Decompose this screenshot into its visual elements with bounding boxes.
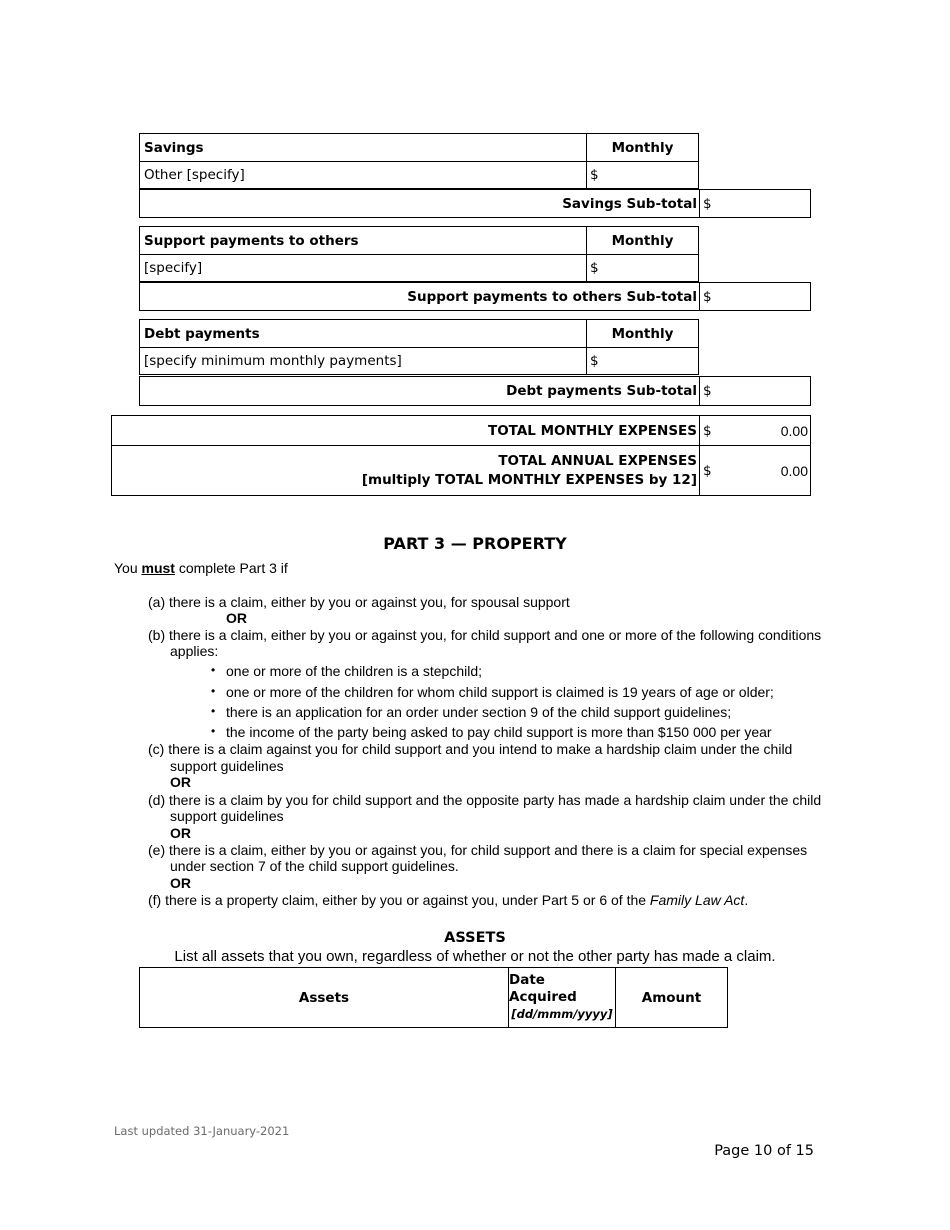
total-annual-value: 0.00 xyxy=(780,462,808,479)
part3-intro-post: complete Part 3 if xyxy=(174,560,288,576)
amount-column-header: Amount xyxy=(615,967,728,1028)
or-label-d: OR xyxy=(170,825,191,841)
debt-subtotal-field[interactable]: $ xyxy=(699,376,811,406)
condition-c-line2: support guidelines xyxy=(170,758,284,774)
support-monthly-header: Monthly xyxy=(586,226,699,255)
date-acquired-label: Date Acquired xyxy=(509,972,577,1005)
part3-intro xyxy=(114,560,288,576)
part3-title: PART 3 — PROPERTY xyxy=(383,534,567,553)
part3-intro-pre: You xyxy=(114,560,142,576)
savings-subtotal-label: Savings Sub-total xyxy=(139,189,700,218)
assets-title: ASSETS xyxy=(444,930,506,946)
date-format-hint: [dd/mmm/yyyy] xyxy=(511,1007,613,1021)
condition-f-pre: (f) there is a property claim, either by you or against you, under Part 5 or 6 of the xyxy=(148,892,650,908)
savings-other-label: Other [specify] xyxy=(139,161,587,189)
condition-b-line1: (b) there is a claim, either by you or against you, for child support and one or more of the following conditions xyxy=(148,627,822,643)
bullet-item: • there is an application for an order under section 9 of the child support guidelines; xyxy=(226,704,731,720)
or-label-c: OR xyxy=(170,774,191,790)
condition-b-line2: applies: xyxy=(170,643,219,659)
debt-monthly-header: Monthly xyxy=(586,319,699,348)
total-annual-dollar: $ xyxy=(703,462,712,479)
bullet-item: • one or more of the children is a stepchild; xyxy=(226,663,482,679)
date-acquired-column-header xyxy=(508,967,616,1028)
condition-c-line1: (c) there is a claim against you for child support and you intend to make a hardship claim under the child xyxy=(148,741,793,757)
support-header: Support payments to others xyxy=(139,226,587,255)
condition-e-line1: (e) there is a claim, either by you or against you, for child support and there is a claim for special expenses xyxy=(148,842,808,858)
savings-subtotal-field[interactable]: $ xyxy=(699,189,811,218)
debt-amount-field[interactable]: $ xyxy=(586,347,699,375)
total-annual-label xyxy=(111,445,700,496)
total-monthly-value: 0.00 xyxy=(780,422,808,439)
savings-other-amount-field[interactable]: $ xyxy=(586,161,699,189)
savings-header: Savings xyxy=(139,133,587,162)
debt-header: Debt payments xyxy=(139,319,587,348)
total-monthly-field[interactable] xyxy=(699,415,811,446)
total-annual-field[interactable] xyxy=(699,445,811,496)
total-annual-label-line2: [multiply TOTAL MONTHLY EXPENSES by 12] xyxy=(361,471,697,488)
assets-subtitle: List all assets that you own, regardless of whether or not the other party has made a claim. xyxy=(174,948,776,965)
condition-f xyxy=(148,892,748,908)
last-updated: Last updated 31-January-2021 xyxy=(114,1124,290,1138)
support-specify-label: [specify] xyxy=(139,254,587,282)
page-number: Page 10 of 15 xyxy=(714,1143,814,1159)
debt-specify-label: [specify minimum monthly payments] xyxy=(139,347,587,375)
savings-monthly-header: Monthly xyxy=(586,133,699,162)
condition-d-line1: (d) there is a claim by you for child support and the opposite party has made a hardship claim under the child xyxy=(148,792,822,808)
condition-a: (a) there is a claim, either by you or against you, for spousal support xyxy=(148,594,570,610)
total-annual-label-line1: TOTAL ANNUAL EXPENSES xyxy=(498,452,697,469)
total-monthly-dollar: $ xyxy=(703,422,712,439)
condition-f-act: Family Law Act xyxy=(649,892,745,908)
support-amount-field[interactable]: $ xyxy=(586,254,699,282)
support-subtotal-label: Support payments to others Sub-total xyxy=(139,282,700,311)
support-subtotal-field[interactable]: $ xyxy=(699,282,811,311)
condition-d-line2: support guidelines xyxy=(170,808,284,824)
debt-subtotal-label: Debt payments Sub-total xyxy=(139,376,700,406)
condition-e-line2: under section 7 of the child support guidelines. xyxy=(170,858,459,874)
or-label-a: OR xyxy=(226,610,247,626)
total-monthly-label: TOTAL MONTHLY EXPENSES xyxy=(111,415,700,446)
part3-intro-must: must xyxy=(141,560,175,576)
condition-f-post: . xyxy=(744,892,749,908)
bullet-item: • the income of the party being asked to pay child support is more than $150 000 per year xyxy=(226,724,772,740)
or-label-e: OR xyxy=(170,875,191,891)
bullet-item: • one or more of the children for whom child support is claimed is 19 years of age or older; xyxy=(226,684,774,700)
assets-column-header: Assets xyxy=(139,967,509,1028)
